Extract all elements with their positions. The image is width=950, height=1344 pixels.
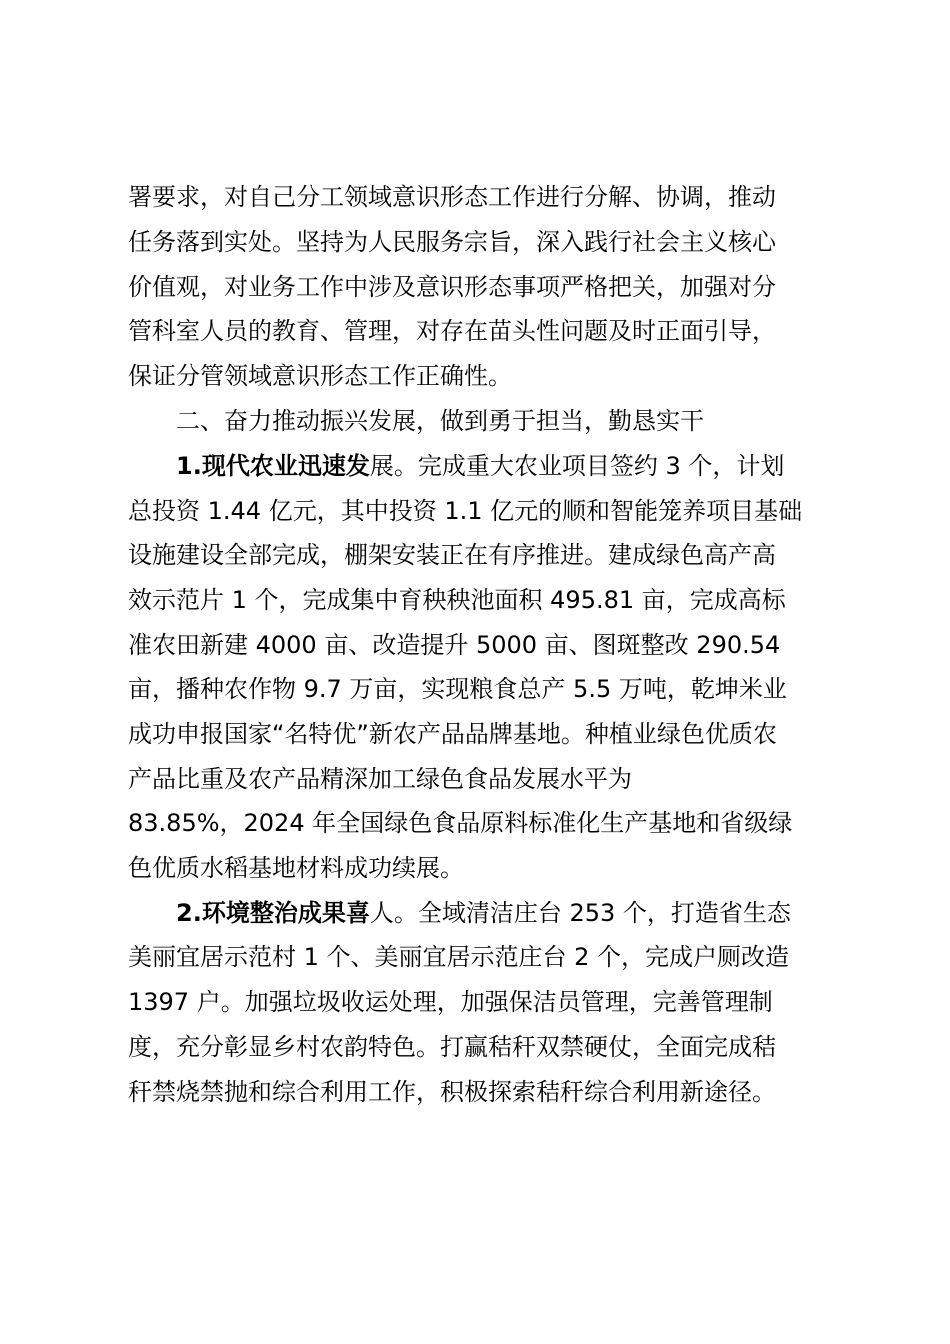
item1-first-line-text: 展。完成重大农业项目签约 3 个，计划 (369, 452, 785, 480)
item2-first-line (176, 896, 791, 930)
paragraph-line: 度，充分彰显乡村农韵特色。打赢秸秆双禁硬仗，全面完成秸 (128, 1033, 776, 1061)
item1-bold-label: 1.现代农业迅速发 (176, 452, 370, 480)
paragraph-line: 产品比重及农产品精深加工绿色食品发展水平为 (128, 765, 632, 793)
paragraph-line: 价值观，对业务工作中涉及意识形态事项严格把关，加强对分 (128, 273, 776, 301)
paragraph-line: 设施建设全部完成，棚架安装正在有序推进。建成绿色高产高 (128, 541, 776, 569)
paragraph-line: 成功申报国家“名特优”新农产品品牌基地。种植业绿色优质农 (128, 720, 777, 748)
item2-bold-label: 2.环境整治成果喜 (176, 899, 370, 927)
paragraph-line: 署要求，对自己分工领域意识形态工作进行分解、协调，推动 (128, 183, 776, 211)
paragraph-line: 美丽宜居示范村 1 个、美丽宜居示范庄台 2 个，完成户厕改造 (128, 943, 790, 971)
item1-first-line (176, 449, 784, 483)
item2-first-line-text: 人。全域清洁庄台 253 个，打造省生态 (369, 899, 791, 927)
paragraph-line: 总投资 1.44 亿元，其中投资 1.1 亿元的顺和智能笼养项目基础 (128, 497, 803, 525)
paragraph-line: 色优质水稻基地材料成功续展。 (128, 854, 464, 882)
paragraph-line: 任务落到实处。坚持为人民服务宗旨，深入践行社会主义核心 (128, 228, 776, 256)
section-heading: 二、奋力推动振兴发展，做到勇于担当，勤恳实干 (176, 407, 704, 435)
paragraph-line: 亩，播种农作物 9.7 万亩，实现粮食总产 5.5 万吨，乾坤米业 (128, 675, 787, 703)
paragraph-line: 管科室人员的教育、管理，对存在苗头性问题及时正面引导， (128, 317, 776, 345)
paragraph-line: 效示范片 1 个，完成集中育秧秧池面积 495.81 亩，完成高标 (128, 586, 786, 614)
paragraph-line: 1397 户。加强垃圾收运处理，加强保洁员管理，完善管理制 (128, 988, 773, 1016)
paragraph-line: 保证分管领域意识形态工作正确性。 (128, 362, 512, 390)
paragraph-line: 83.85%，2024 年全国绿色食品原料标准化生产基地和省级绿 (128, 809, 793, 837)
paragraph-line: 秆禁烧禁抛和综合利用工作，积极探索秸秆综合利用新途径。 (128, 1078, 776, 1106)
paragraph-line: 准农田新建 4000 亩、改造提升 5000 亩、图斑整改 290.54 (128, 631, 781, 659)
